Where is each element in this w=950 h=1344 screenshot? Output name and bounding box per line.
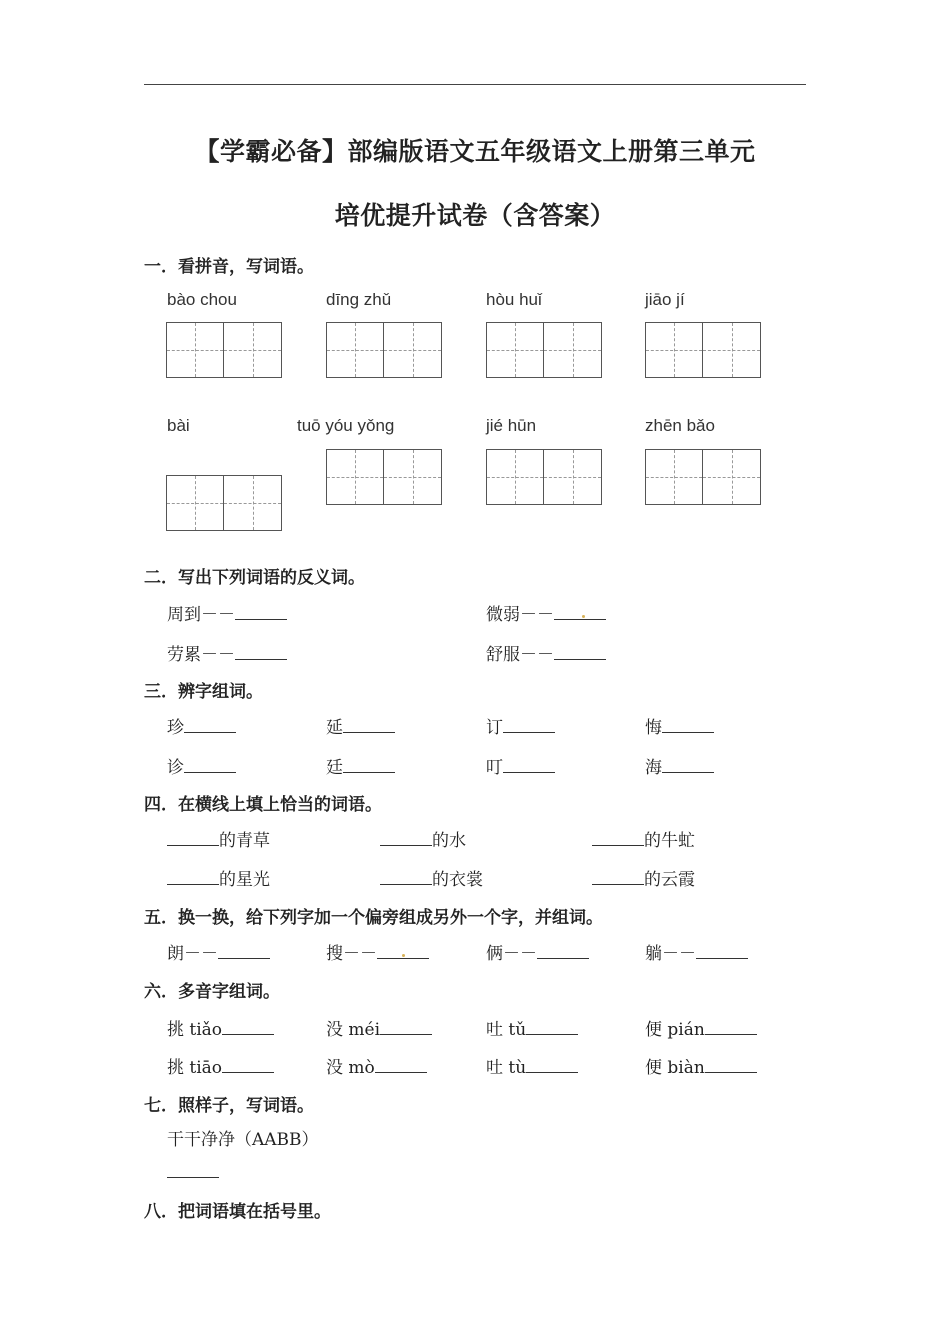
- answer-blank[interactable]: [380, 1020, 432, 1035]
- item-label: 劳累－－: [167, 645, 235, 665]
- example-text: 干干净净（AABB）: [167, 1130, 319, 1150]
- item-label: 微弱－－: [486, 605, 554, 625]
- pinyin-label: hòu huǐ: [486, 290, 542, 309]
- polyphone-item: [486, 1053, 578, 1078]
- item-label: 舒服－－: [486, 645, 554, 665]
- polyphone-item: [326, 1053, 427, 1078]
- answer-blank[interactable]: [218, 944, 270, 959]
- pinyin-label: dīng zhǔ: [326, 290, 392, 309]
- answer-blank[interactable]: [222, 1020, 274, 1035]
- item-label: 诊: [167, 758, 184, 778]
- answer-blank[interactable]: [343, 758, 395, 773]
- char-item: [645, 713, 714, 738]
- answer-blank[interactable]: [662, 758, 714, 773]
- tianzige-grid[interactable]: [486, 449, 602, 505]
- section-4-heading: 四．在横线上填上恰当的词语。: [144, 795, 382, 815]
- item-label: 周到－－: [167, 605, 235, 625]
- answer-blank[interactable]: [222, 1058, 274, 1073]
- char-item: [167, 713, 236, 738]
- pinyin-label: zhēn bǎo: [645, 416, 715, 435]
- pinyin-label: bào chou: [167, 290, 237, 309]
- radical-item: [326, 939, 429, 964]
- tianzige-grid[interactable]: [326, 449, 442, 505]
- answer-blank[interactable]: [662, 718, 714, 733]
- answer-blank[interactable]: [503, 718, 555, 733]
- answer-blank[interactable]: [235, 645, 287, 660]
- section-8-heading: 八．把词语填在括号里。: [144, 1202, 331, 1222]
- answer-row: [167, 1163, 219, 1183]
- page-title-line1: 【学霸必备】部编版语文五年级语文上册第三单元: [194, 137, 756, 166]
- item-label: 的青草: [219, 831, 270, 851]
- char-item: [645, 753, 714, 778]
- item-label: 的水: [432, 831, 466, 851]
- item-label: 吐 tǔ: [486, 1020, 527, 1040]
- answer-blank[interactable]: [375, 1058, 427, 1073]
- item-label: 的衣裳: [432, 870, 483, 890]
- polyphone-item: [167, 1015, 274, 1040]
- fill-item: [167, 826, 270, 851]
- pinyin-label: jié hūn: [486, 416, 537, 435]
- polyphone-item: [167, 1053, 274, 1078]
- page-title-line2: 培优提升试卷（含答案）: [334, 201, 616, 230]
- fill-item: [380, 826, 466, 851]
- radical-item: [486, 939, 589, 964]
- item-label: 挑 tiāo: [167, 1058, 223, 1078]
- pinyin-label: jiāo jí: [645, 290, 685, 309]
- item-label: 海: [645, 758, 662, 778]
- antonym-item: [167, 640, 287, 665]
- answer-blank[interactable]: [184, 718, 236, 733]
- answer-blank[interactable]: [537, 944, 589, 959]
- fill-item: [592, 865, 695, 890]
- stray-mark: [582, 615, 585, 618]
- item-label: 没 méi: [326, 1020, 381, 1040]
- section-1-heading: 一．看拼音，写词语。: [144, 257, 314, 277]
- pinyin-label: bài: [167, 416, 190, 435]
- radical-item: [167, 939, 270, 964]
- answer-blank[interactable]: [554, 645, 606, 660]
- polyphone-item: [326, 1015, 432, 1040]
- item-label: 便 pián: [645, 1020, 705, 1040]
- polyphone-item: [645, 1015, 757, 1040]
- answer-blank[interactable]: [592, 870, 644, 885]
- section-2-heading: 二．写出下列词语的反义词。: [144, 568, 365, 588]
- answer-blank[interactable]: [380, 831, 432, 846]
- item-label: 珍: [167, 718, 184, 738]
- item-label: 吐 tù: [486, 1058, 527, 1078]
- answer-blank[interactable]: [526, 1058, 578, 1073]
- tianzige-grid[interactable]: [645, 449, 761, 505]
- answer-blank[interactable]: [554, 605, 606, 620]
- fill-item: [167, 865, 270, 890]
- item-label: 没 mò: [326, 1058, 375, 1078]
- item-label: 躺－－: [645, 944, 696, 964]
- item-label: 朗－－: [167, 944, 218, 964]
- answer-blank[interactable]: [235, 605, 287, 620]
- tianzige-grid[interactable]: [166, 475, 282, 531]
- answer-blank[interactable]: [705, 1020, 757, 1035]
- polyphone-item: [645, 1053, 757, 1078]
- antonym-item: [167, 600, 287, 625]
- item-label: 搜－－: [326, 944, 377, 964]
- char-item: [486, 753, 555, 778]
- radical-item: [645, 939, 748, 964]
- answer-blank[interactable]: [167, 1163, 219, 1178]
- section-3-heading: 三．辨字组词。: [144, 682, 263, 702]
- answer-blank[interactable]: [343, 718, 395, 733]
- tianzige-grid[interactable]: [486, 322, 602, 378]
- section-5-heading: 五．换一换，给下列字加一个偏旁组成另外一个字，并组词。: [144, 908, 603, 928]
- answer-blank[interactable]: [592, 831, 644, 846]
- answer-blank[interactable]: [184, 758, 236, 773]
- answer-blank[interactable]: [167, 870, 219, 885]
- char-item: [167, 753, 236, 778]
- answer-blank[interactable]: [696, 944, 748, 959]
- char-item: [326, 753, 395, 778]
- item-label: 的云霞: [644, 870, 695, 890]
- item-label: 延: [326, 718, 343, 738]
- fill-item: [592, 826, 695, 851]
- item-label: 的星光: [219, 870, 270, 890]
- header-rule: [144, 84, 806, 85]
- item-label: 便 biàn: [645, 1058, 705, 1078]
- fill-item: [380, 865, 483, 890]
- item-label: 悔: [645, 718, 662, 738]
- tianzige-grid[interactable]: [326, 322, 442, 378]
- polyphone-item: [486, 1015, 578, 1040]
- item-label: 廷: [326, 758, 343, 778]
- answer-blank[interactable]: [380, 870, 432, 885]
- answer-blank[interactable]: [503, 758, 555, 773]
- antonym-item: [486, 640, 606, 665]
- item-label: 叮: [486, 758, 503, 778]
- tianzige-grid[interactable]: [645, 322, 761, 378]
- item-label: 的牛虻: [644, 831, 695, 851]
- stray-mark: [402, 954, 405, 957]
- section-7-heading: 七．照样子，写词语。: [144, 1096, 314, 1116]
- item-label: 俩－－: [486, 944, 537, 964]
- section-6-heading: 六．多音字组词。: [144, 982, 280, 1002]
- antonym-item: [486, 600, 606, 625]
- item-label: 挑 tiǎo: [167, 1020, 223, 1040]
- answer-blank[interactable]: [705, 1058, 757, 1073]
- answer-blank[interactable]: [526, 1020, 578, 1035]
- pinyin-label: tuō yóu yǒng: [297, 416, 395, 435]
- item-label: 订: [486, 718, 503, 738]
- char-item: [486, 713, 555, 738]
- tianzige-grid[interactable]: [166, 322, 282, 378]
- answer-blank[interactable]: [167, 831, 219, 846]
- char-item: [326, 713, 395, 738]
